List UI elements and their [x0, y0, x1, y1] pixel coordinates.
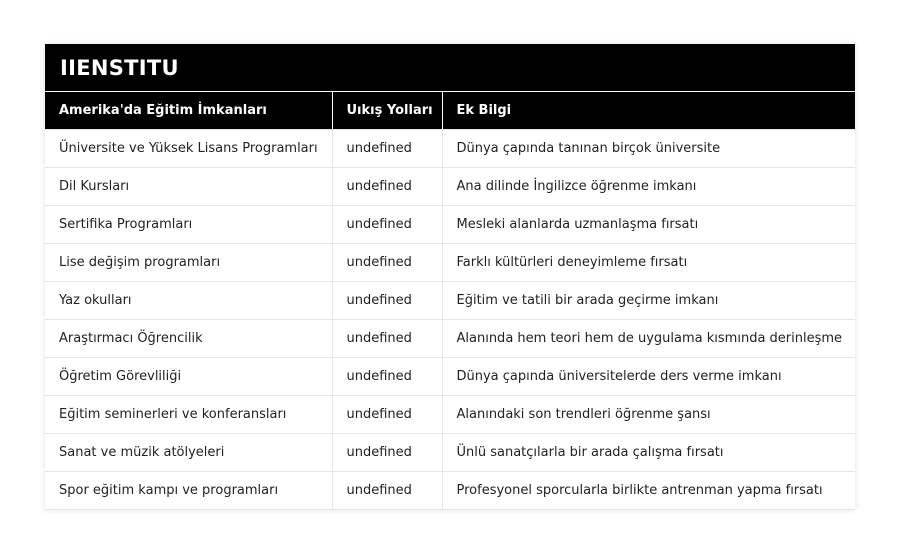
table-cell: Profesyonel sporcularla birlikte antrenman yapma fırsatı — [442, 472, 855, 510]
table-cell: Yaz okulları — [45, 282, 332, 320]
table-cell: undefined — [332, 472, 442, 510]
table-row — [45, 244, 855, 282]
table-cell: Alanındaki son trendleri öğrenme şansı — [442, 396, 855, 434]
table-row — [45, 320, 855, 358]
table-cell: Öğretim Görevliliği — [45, 358, 332, 396]
table-cell: Eğitim seminerleri ve konferansları — [45, 396, 332, 434]
table-row — [45, 282, 855, 320]
table-cell: undefined — [332, 206, 442, 244]
table-cell: Alanında hem teori hem de uygulama kısmında derinleşme — [442, 320, 855, 358]
column-header: Uıkış Yolları — [332, 92, 442, 130]
data-table — [45, 91, 855, 510]
brand-title: IIENSTITU — [45, 44, 855, 91]
table-cell: Üniversite ve Yüksek Lisans Programları — [45, 130, 332, 168]
column-header: Ek Bilgi — [442, 92, 855, 130]
table-cell: undefined — [332, 168, 442, 206]
table-row — [45, 434, 855, 472]
table-cell: Sertifika Programları — [45, 206, 332, 244]
table-header-row — [45, 92, 855, 130]
table-cell: undefined — [332, 244, 442, 282]
table-row — [45, 358, 855, 396]
table-cell: Lise değişim programları — [45, 244, 332, 282]
table-cell: Farklı kültürleri deneyimleme fırsatı — [442, 244, 855, 282]
table-cell: Araştırmacı Öğrencilik — [45, 320, 332, 358]
table-cell: Dünya çapında tanınan birçok üniversite — [442, 130, 855, 168]
table-cell: Sanat ve müzik atölyeleri — [45, 434, 332, 472]
table-row — [45, 472, 855, 510]
table-row — [45, 168, 855, 206]
table-cell: undefined — [332, 320, 442, 358]
table-cell: undefined — [332, 282, 442, 320]
table-cell: Ana dilinde İngilizce öğrenme imkanı — [442, 168, 855, 206]
table-body — [45, 130, 855, 510]
table-cell: undefined — [332, 130, 442, 168]
table-row — [45, 206, 855, 244]
table-cell: Dünya çapında üniversitelerde ders verme imkanı — [442, 358, 855, 396]
table-cell: undefined — [332, 358, 442, 396]
column-header: Amerika'da Eğitim İmkanları — [45, 92, 332, 130]
table-cell: Ünlü sanatçılarla bir arada çalışma fırsatı — [442, 434, 855, 472]
table-row — [45, 130, 855, 168]
table-card — [45, 44, 855, 510]
table-cell: undefined — [332, 434, 442, 472]
table-cell: Spor eğitim kampı ve programları — [45, 472, 332, 510]
table-cell: undefined — [332, 396, 442, 434]
table-cell: Eğitim ve tatili bir arada geçirme imkanı — [442, 282, 855, 320]
table-cell: Mesleki alanlarda uzmanlaşma fırsatı — [442, 206, 855, 244]
table-row — [45, 396, 855, 434]
table-cell: Dil Kursları — [45, 168, 332, 206]
